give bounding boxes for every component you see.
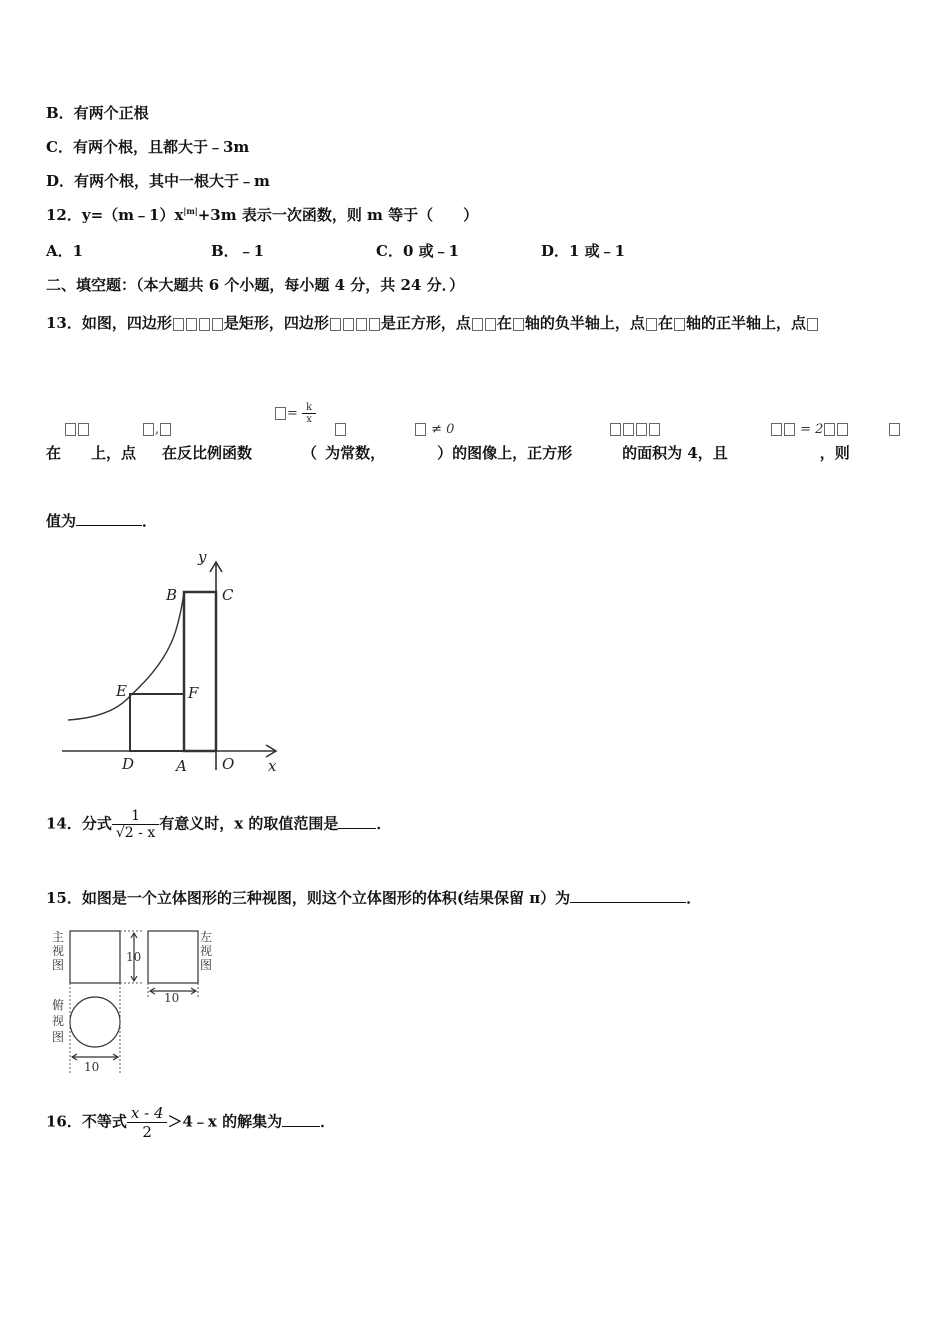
placeholder-glyph [472,318,483,331]
placeholder-glyph [837,423,848,436]
math-length-relation [770,422,849,437]
top-view-label-1: 俯 [52,998,65,1012]
q14-fraction [112,808,159,841]
placeholder-glyph [212,318,223,331]
placeholder-glyph [186,318,197,331]
placeholder-glyph [824,423,835,436]
fraction-numerator: k [306,402,313,413]
q13-line-2 [46,442,850,463]
placeholder-glyph [623,423,634,436]
answer-blank [570,888,686,903]
label-o: O [222,755,235,773]
q13-text: 值为 [46,512,77,530]
placeholder-glyph [173,318,184,331]
placeholder-glyph [649,423,660,436]
three-view-figure [46,925,226,1080]
fraction-denominator: √2 - x [112,824,159,841]
placeholder-glyph [356,318,367,331]
answer-blank [338,814,376,829]
placeholder-glyph [889,423,900,436]
placeholder-glyph [485,318,496,331]
placeholder-glyph [143,423,154,436]
label-c: C [222,586,234,604]
answer-blank [282,1112,320,1127]
dim-top-width: 10 [84,1060,100,1074]
placeholder-glyph [330,318,341,331]
front-view-label-1: 主 [52,930,65,944]
answer-blank [76,511,142,526]
square-defa [130,694,184,751]
placeholder-glyph [335,423,346,436]
q13-text: 在 [496,314,512,332]
q15-end: ． [686,889,702,907]
label-e: E [116,682,127,700]
label-b: B [166,586,178,604]
q13-text: 13．如图，四边形 [46,314,172,332]
label-y: y [198,548,207,566]
question-12 [46,204,478,225]
math-square-name [609,422,661,437]
question-16 [46,1104,335,1141]
label-a: A [176,757,187,775]
math-placeholder-k [334,422,347,437]
option-b: B．有两个正根 [46,104,149,122]
label-x: x [268,757,277,775]
left-view-label-3: 图 [200,958,213,972]
left-view-label-2: 视 [200,944,213,958]
placeholder-glyph [636,423,647,436]
q12-option-d: D．1 或﹣1 [541,242,626,260]
placeholder-glyph [784,423,795,436]
placeholder-glyph [199,318,210,331]
q12-stem-pre: 12．y=（m﹣1）x [46,206,184,224]
front-view-label-3: 图 [52,958,65,972]
q15-text: 15．如图是一个立体图形的三种视图，则这个立体图形的体积(结果保留 π）为 [46,889,571,907]
placeholder-glyph [807,318,818,331]
math-ne-zero: ≠ 0 [431,422,455,437]
top-view-label-2: 视 [52,1014,65,1028]
dim-height: 10 [126,950,142,964]
fraction-denominator: 2 [127,1122,168,1141]
fraction-numerator: 1 [131,808,141,824]
left-view-label-1: 左 [200,930,213,944]
label-d: D [122,755,135,773]
dim-left-width: 10 [164,991,180,1005]
top-view-label-3: 图 [52,1030,65,1044]
q13-text: ，则 [819,444,850,462]
option-c: C．有两个根，且都大于﹣3m [46,138,250,156]
q13-line-3 [46,510,157,531]
q14-pre: 14．分式 [46,814,112,833]
q13-text: 是正方形，点 [380,314,471,332]
math-k-ne-0 [414,422,454,437]
q12-exponent: |m| [183,206,198,216]
q13-text: ）的图像上，正方形 [437,444,573,462]
math-equals: = [287,406,303,421]
placeholder-glyph [646,318,657,331]
left-view [148,931,198,983]
q13-text: 在 [657,314,673,332]
placeholder-glyph [771,423,782,436]
q12-stem-post: +3m 表示一次函数，则 m 等于（ ） [197,206,479,224]
top-view-circle [70,997,120,1047]
q12-option-a: A．1 [46,242,84,260]
rectangle-abco [184,592,216,751]
fraction-denominator: x [302,413,316,425]
placeholder-glyph [343,318,354,331]
q13-text: 轴的正半轴上，点 [685,314,806,332]
placeholder-glyph [78,423,89,436]
q16-fraction [127,1104,168,1141]
placeholder-glyph [415,423,426,436]
q16-post: ＞4﹣x 的解集为 [167,1112,283,1131]
section-title: 二、填空题：（本大题共 6 个小题，每小题 4 分，共 24 分．） [46,276,465,294]
placeholder-glyph [674,318,685,331]
q13-text: 的面积为 4，且 [622,444,728,462]
option-d: D．有两个根，其中一根大于﹣m [46,172,270,190]
math-placeholders-1 [64,422,90,437]
math-placeholders-2: , [142,422,172,437]
placeholder-glyph [160,423,171,436]
question-14 [46,808,391,841]
q13-text: ． [142,512,158,530]
q14-end: ． [376,814,392,833]
placeholder-glyph [369,318,380,331]
q13-text: 轴的负半轴上，点 [524,314,645,332]
front-view-label-2: 视 [52,944,65,958]
front-view [70,931,120,983]
placeholder-glyph [513,318,524,331]
q13-text: 在 [46,444,62,462]
q12-option-c: C．0 或﹣1 [376,242,460,260]
q16-end: ． [320,1112,336,1131]
q16-pre: 16．不等式 [46,1112,127,1131]
q13-text: 在反比例函数 [162,444,253,462]
q13-text: 是矩形，四边形 [223,314,329,332]
math-eq-2: = 2 [800,422,824,437]
q13-text: 为常数， [325,444,386,462]
placeholder-glyph [65,423,76,436]
question-15 [46,887,701,908]
q13-line-1 [46,312,819,333]
placeholder-glyph [275,407,286,420]
q14-post: 有意义时，x 的取值范围是 [159,814,339,833]
fraction-numerator: x - 4 [130,1104,164,1122]
placeholder-glyph [610,423,621,436]
math-placeholder-k2 [888,422,901,437]
math-inverse-function [274,402,316,425]
q13-figure [58,548,288,778]
q13-text: （ [302,444,318,462]
fraction-k-over-x [302,402,316,425]
label-f: F [188,684,199,702]
q13-text: 上，点 [91,444,137,462]
hyperbola-curve [68,592,184,720]
q12-option-b: B．﹣1 [211,242,265,260]
